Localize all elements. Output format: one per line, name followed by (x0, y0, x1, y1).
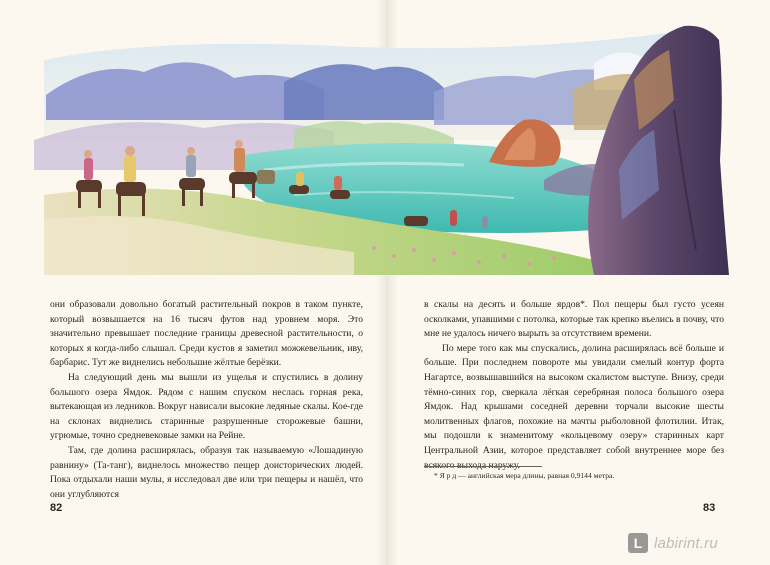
paragraph: в скалы на десять и больше ярдов*. Пол пещеры был густо усеян осколками, упавшими с потолка, которые так крепко въелись в почву, что мне не удалось ничего вырыть за отсутствием времени. (424, 299, 724, 340)
watermark (628, 532, 766, 554)
watermark-logo-icon: L (628, 533, 648, 553)
paragraph: По мере того как мы спускались, долина расширялась всё больше и больше. При последнем повороте мы увидали смелый контур форта Нагартсе, возвышавшийся на высоком скалистом выступе. Внизу, среди тёмно-синих гор, сверкала лёгкая серебряная полоса большого озера Ямдок. Над крышами соседней деревни торчали высокие шесты молитвенных флагов, похожие на мачты рыболовной флотилии. Итак, мы подошли к знаменитому «кольцевому озеру» старинных карт Центральной Азии, которое представляет собой внутреннее море без всякого выхода наружу. (424, 342, 724, 471)
page-number-right: 83 (703, 502, 716, 514)
left-page-text (50, 298, 363, 502)
footnote: * Я р д — английская мера длины, равная 0,9144 метра. (434, 471, 615, 480)
landscape-illustration (34, 20, 734, 275)
paragraph: На следующий день мы вышли из ущелья и спустились в долину большого озера Ямдок. Рядом с нашим спуском неслась горная река, вытекающая из ледников. Вокруг нависали высокие ледяные скалы. Кое-где на склонах виднелись старинные разрушенные сторожевые башни, угрюмые, точно средневековые замки на Рейне. (50, 371, 363, 442)
right-page-text (424, 298, 724, 473)
page-number-left: 82 (50, 502, 63, 514)
footnote-rule (424, 466, 542, 467)
paragraph: Там, где долина расширялась, образуя так называемую «Лошадиную равнину» (Та-танг), виднелось множество пещер доисторических людей. Пока отдыхали наши мулы, я исследовал две или три пещеры и нашёл, что они углубляются (50, 444, 363, 500)
paragraph: они образовали довольно богатый растительный покров в таком пункте, который возвышается на 16 тысяч футов над уровнем моря. Это значительно превышает последние границы древесной растительности, о которых я когда-либо слышал. Среди кустов я заметил можжевельник, иву, барбарис. Тут же виднелись небольшие жёлтые берёзки. (50, 299, 363, 369)
watermark-text: labirint.ru (654, 534, 718, 552)
